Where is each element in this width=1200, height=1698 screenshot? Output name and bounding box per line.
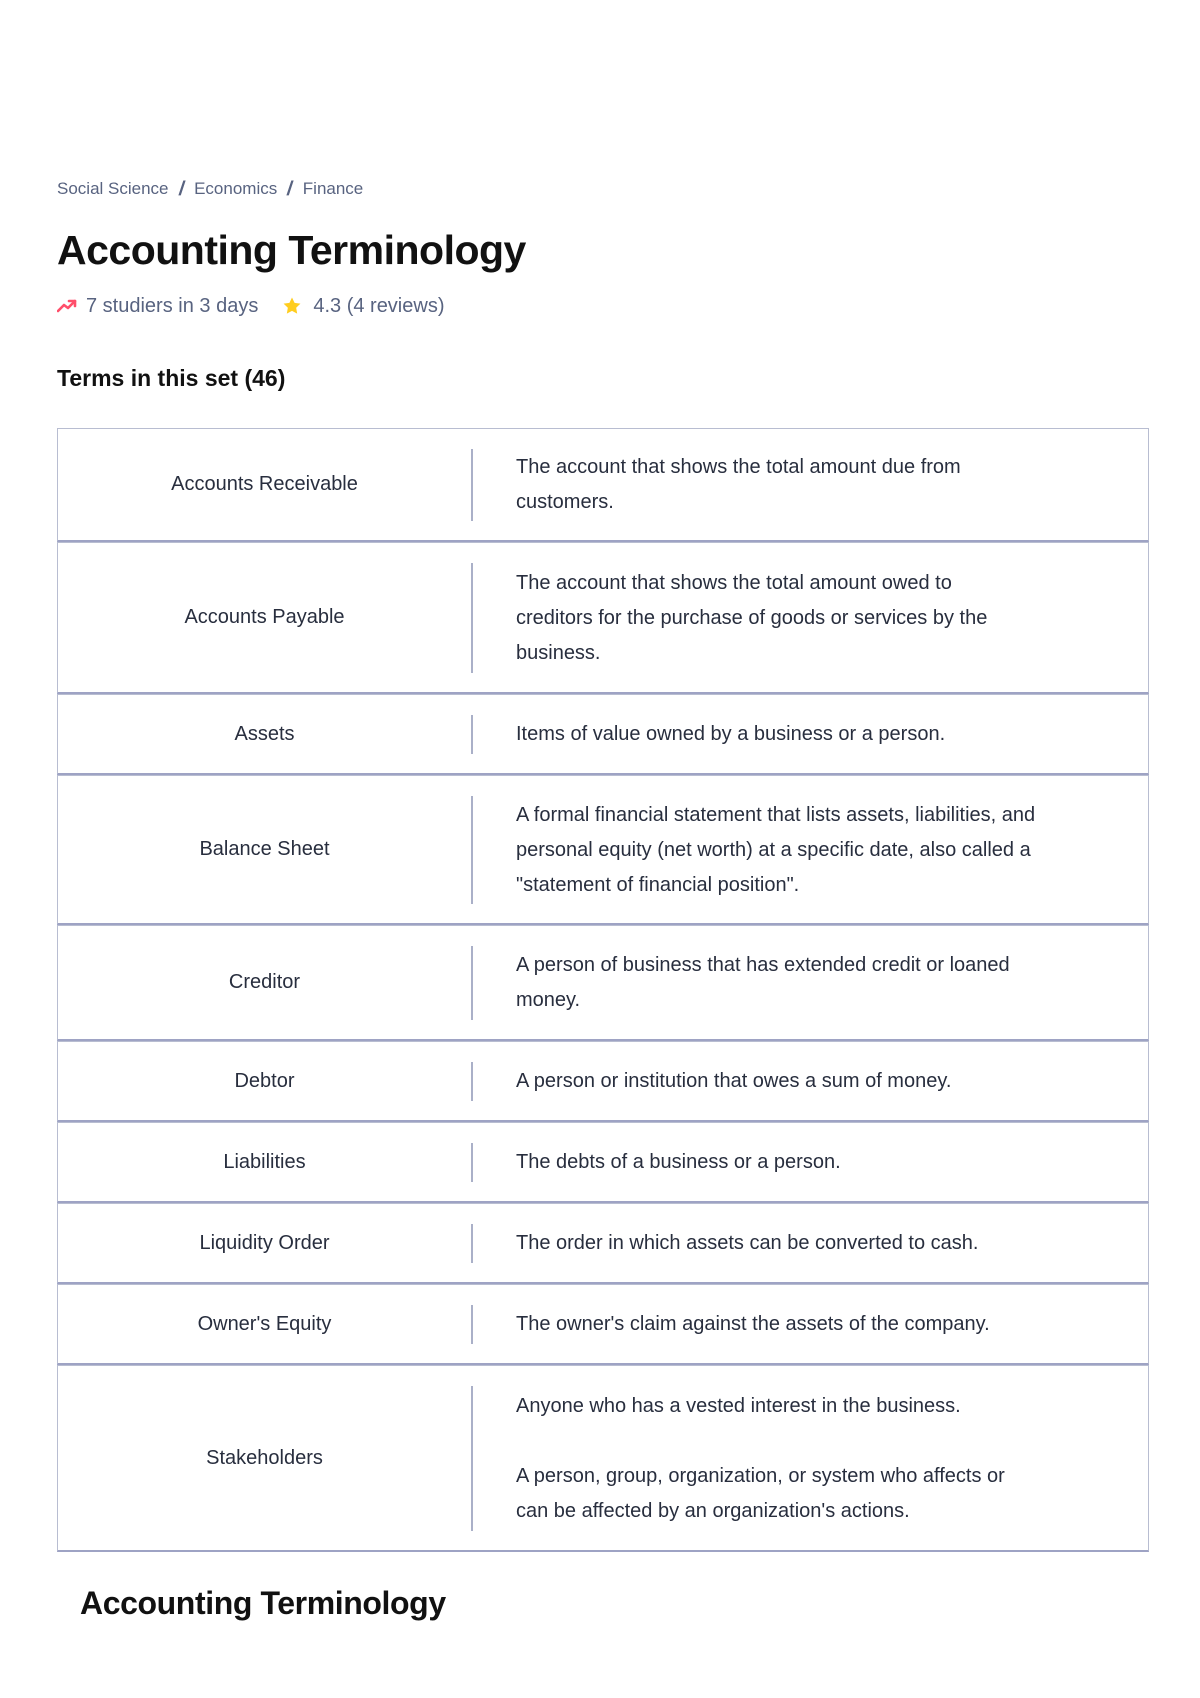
- term-row[interactable]: [57, 925, 1149, 1041]
- set-stats: [57, 291, 1149, 321]
- term-divider: [471, 449, 473, 521]
- term-row[interactable]: [57, 1365, 1149, 1552]
- studiers-count: 7 studiers in 3 days: [86, 294, 259, 317]
- term-divider: [471, 1224, 473, 1263]
- definition-line: The owner's claim against the assets of the company.: [516, 1313, 990, 1335]
- term-word: Liquidity Order: [199, 1231, 330, 1254]
- breadcrumb: [57, 175, 1149, 203]
- term-definition: [516, 798, 1096, 903]
- term-divider: [471, 1386, 473, 1531]
- term-row[interactable]: [57, 1122, 1149, 1203]
- term-row[interactable]: [57, 428, 1149, 542]
- term-divider: [471, 796, 473, 904]
- term-word: Creditor: [228, 971, 301, 993]
- definition-line: creditors for the purchase of goods or services by the: [516, 607, 988, 629]
- term-definition: [516, 717, 1096, 752]
- definition-line: The debts of a business or a person.: [516, 1151, 841, 1173]
- definition-line: "statement of financial position".: [516, 874, 800, 896]
- definition-line: The account that shows the total amount owed to: [516, 572, 952, 594]
- term-divider: [471, 715, 473, 754]
- term-definition: [516, 566, 1096, 671]
- page-title: Accounting Terminology: [57, 227, 526, 273]
- term-row[interactable]: [57, 694, 1149, 775]
- term-row[interactable]: [57, 542, 1149, 694]
- term-definition: [516, 1064, 1096, 1099]
- definition-line: personal equity (net worth) at a specific date, also called a: [516, 839, 1031, 861]
- term-divider: [471, 563, 473, 673]
- definition-line: Items of value owned by a business or a person.: [516, 723, 946, 745]
- term-row[interactable]: [57, 1203, 1149, 1284]
- definition-gap: [516, 1424, 1096, 1459]
- breadcrumb-economics[interactable]: Economics: [194, 179, 278, 198]
- term-row[interactable]: [57, 1284, 1149, 1365]
- definition-line: A person of business that has extended credit or loaned: [516, 954, 1010, 976]
- trending-up-icon: [57, 298, 77, 314]
- definition-line: Anyone who has a vested interest in the business.: [516, 1395, 961, 1417]
- star-icon: [282, 296, 302, 316]
- definition-line: money.: [516, 989, 581, 1011]
- breadcrumb-separator: /: [177, 177, 186, 200]
- definition-line: A formal financial statement that lists assets, liabilities, and: [516, 804, 1036, 826]
- definition-line: The account that shows the total amount due from: [516, 456, 961, 478]
- term-divider: [471, 946, 473, 1020]
- term-word: Balance Sheet: [199, 838, 330, 860]
- breadcrumb-separator: /: [285, 177, 295, 200]
- term-word: Owner's Equity: [197, 1312, 332, 1335]
- breadcrumb-finance[interactable]: Finance: [302, 179, 364, 198]
- term-definition: [516, 1307, 1096, 1342]
- term-divider: [471, 1305, 473, 1344]
- term-word: Accounts Payable: [184, 606, 345, 628]
- main-content: [57, 175, 1149, 1522]
- term-row[interactable]: [57, 775, 1149, 925]
- terms-heading: Terms in this set (46): [57, 365, 286, 391]
- definition-line: A person or institution that owes a sum of money.: [516, 1070, 952, 1092]
- term-word: Assets: [234, 722, 295, 745]
- definition-line: The order in which assets can be converted to cash.: [516, 1232, 979, 1254]
- term-divider: [471, 1062, 473, 1101]
- definition-line: A person, group, organization, or system who affects or: [516, 1465, 1005, 1487]
- term-definition: [516, 1226, 1096, 1261]
- term-definition: [516, 450, 1096, 520]
- rating-summary[interactable]: 4.3 (4 reviews): [313, 294, 445, 317]
- term-divider: [471, 1143, 473, 1182]
- term-definition: [516, 948, 1096, 1018]
- term-word: Accounts Receivable: [171, 473, 358, 495]
- definition-line: business.: [516, 642, 601, 664]
- terms-table: [57, 428, 1149, 1552]
- definition-line: can be affected by an organization's actions.: [516, 1500, 910, 1522]
- term-definition: [516, 1145, 1096, 1180]
- term-word: Stakeholders: [206, 1446, 323, 1469]
- term-word: Liabilities: [223, 1150, 306, 1173]
- definition-line: customers.: [516, 491, 614, 513]
- footer-title: Accounting Terminology: [80, 1585, 446, 1621]
- term-definition: [516, 1389, 1096, 1529]
- term-word: Debtor: [234, 1069, 295, 1092]
- breadcrumb-social-science[interactable]: Social Science: [57, 179, 169, 198]
- term-row[interactable]: [57, 1041, 1149, 1122]
